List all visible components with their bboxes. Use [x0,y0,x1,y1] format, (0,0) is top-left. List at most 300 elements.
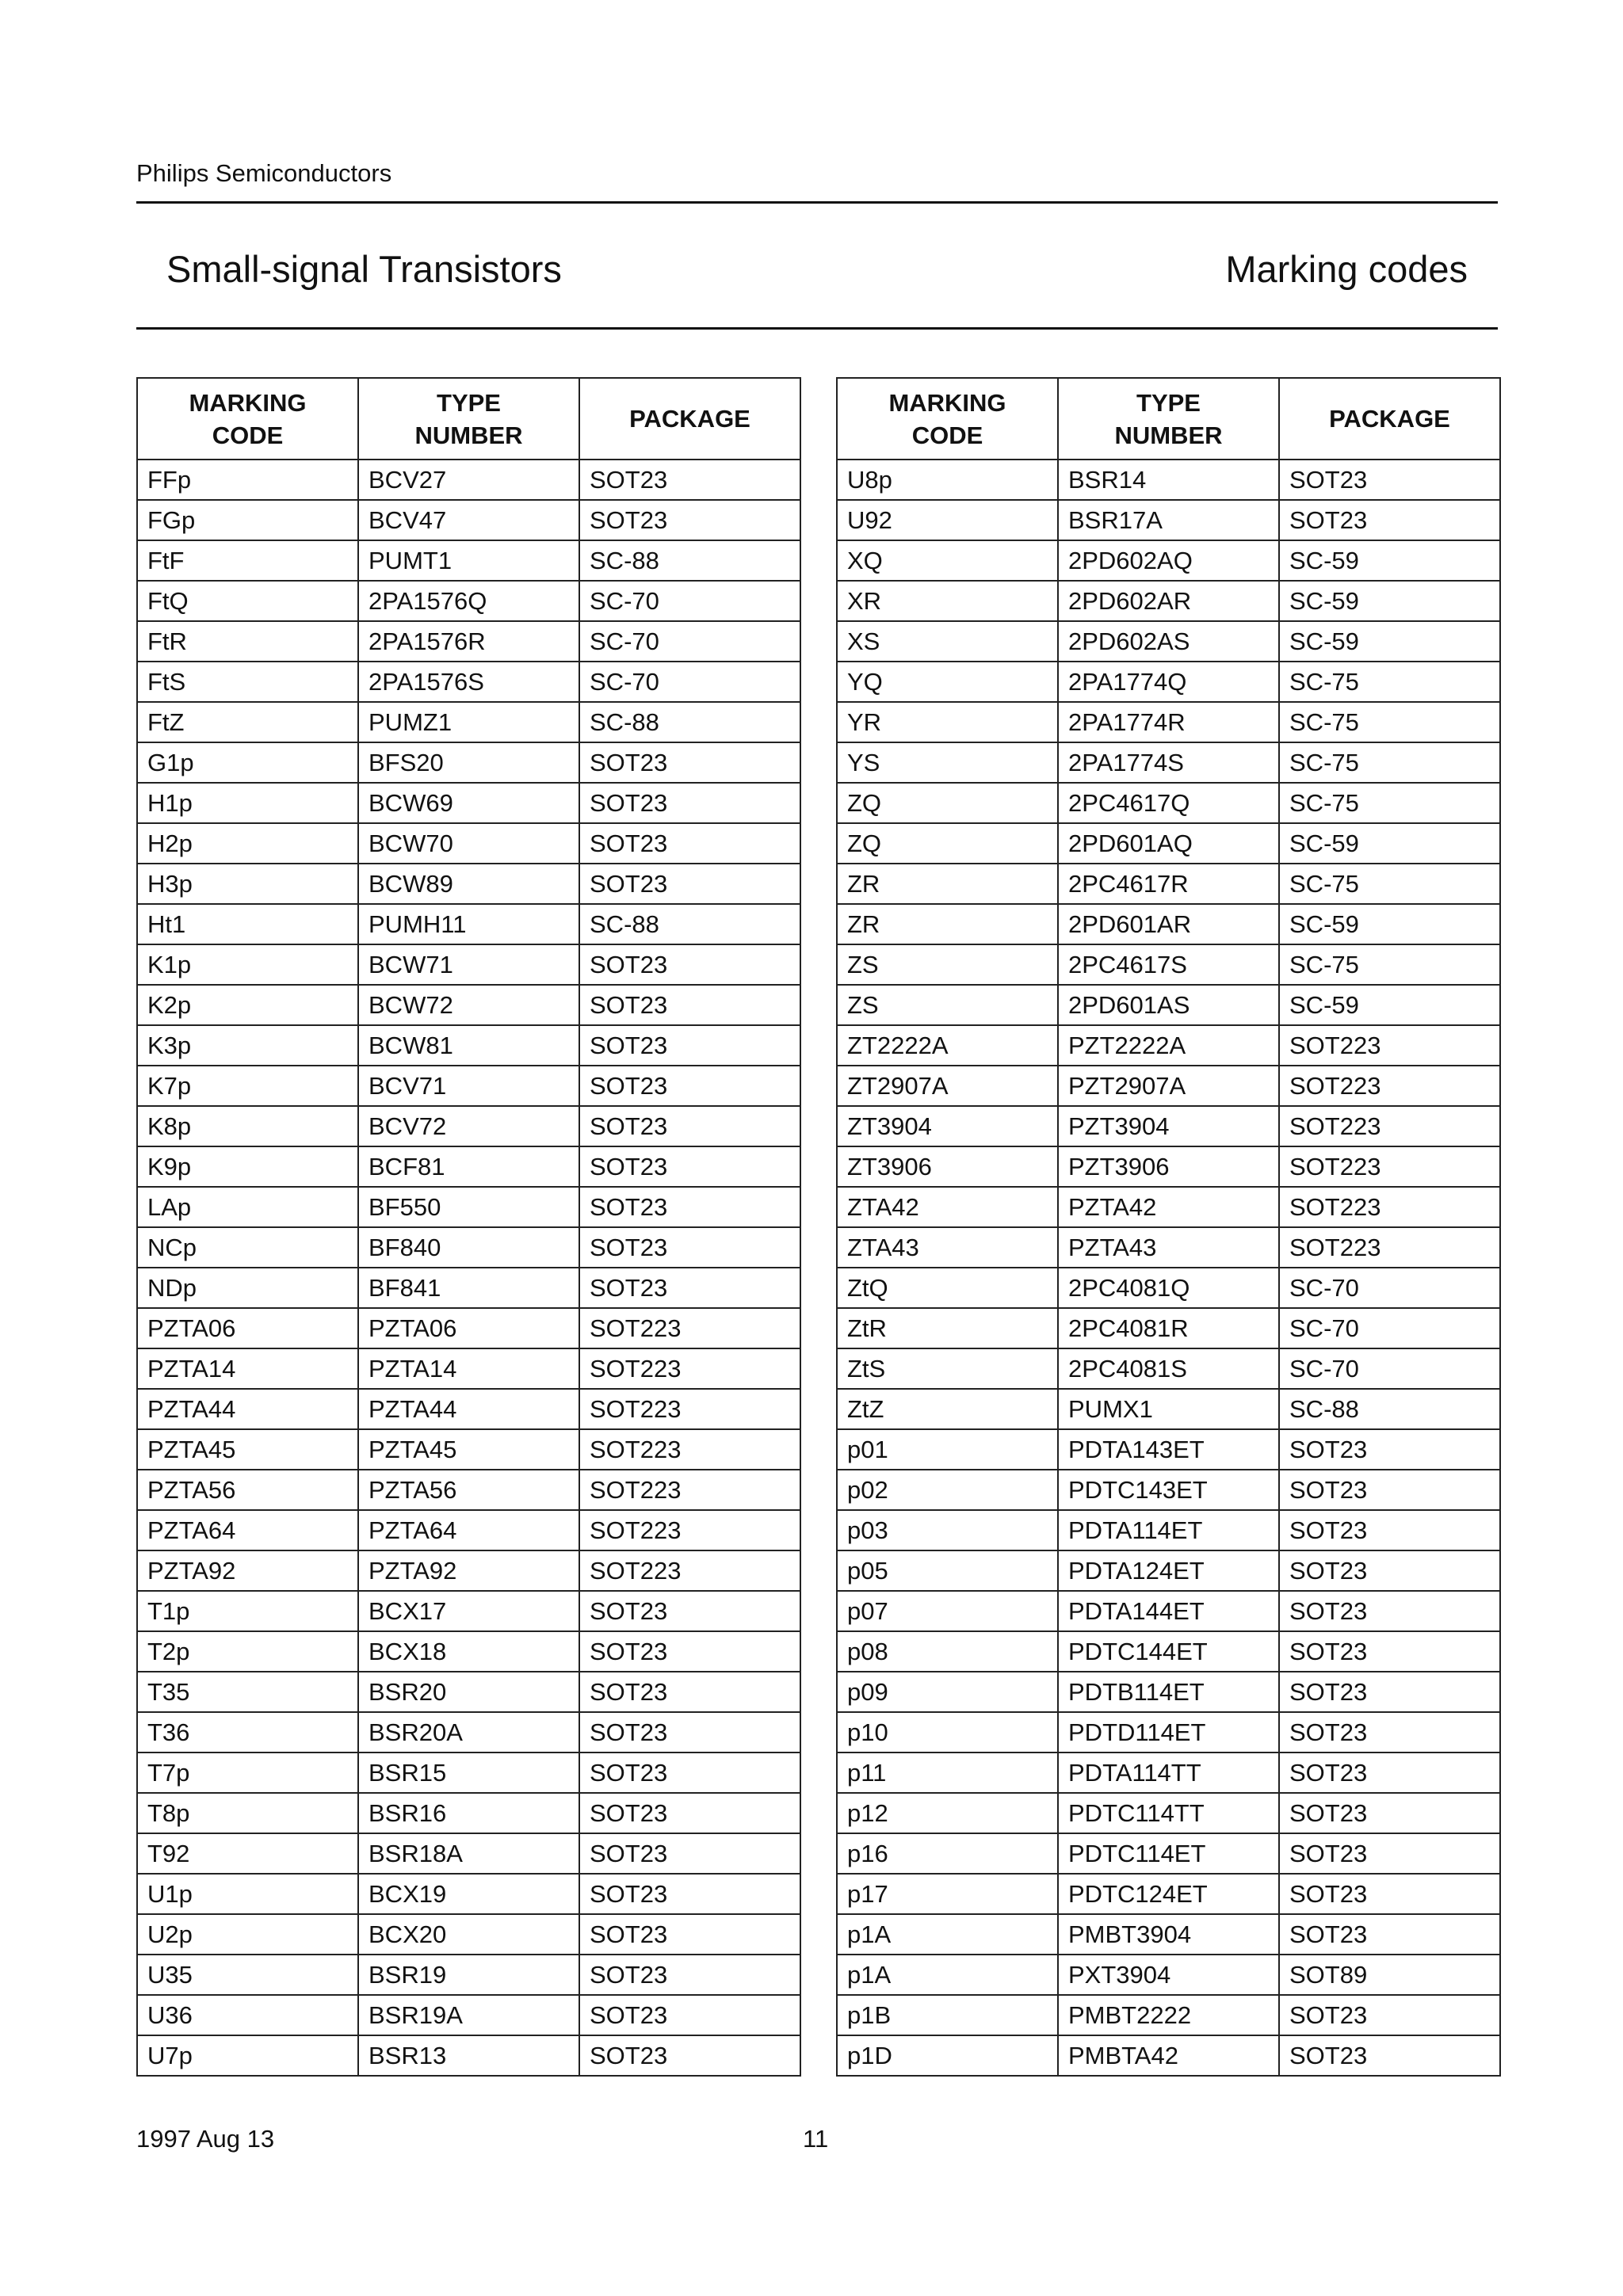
marking-code-cell: p1B [837,1995,1058,2035]
marking-code-cell: PZTA44 [137,1389,358,1429]
table-row [137,2035,800,2076]
marking-code-cell: K9p [137,1146,358,1187]
type-number-cell: BCX19 [358,1874,579,1914]
package-cell: SOT23 [1279,1631,1500,1672]
marking-code-cell: ZT3906 [837,1146,1058,1187]
marking-code-cell: ZTA43 [837,1227,1058,1268]
type-number-cell: PZT3904 [1058,1106,1279,1146]
package-cell: SOT23 [579,944,800,985]
page-title: Small-signal Transistors [166,248,562,290]
table-row [137,1146,800,1187]
table-row [137,742,800,783]
package-cell: SC-70 [1279,1268,1500,1308]
marking-code-cell: K7p [137,1066,358,1106]
table-header-row [837,378,1500,460]
table-row [837,904,1500,944]
column-header-type-number: TYPE NUMBER [1058,378,1279,460]
marking-code-cell: T1p [137,1591,358,1631]
table-row [837,1227,1500,1268]
marking-code-cell: PZTA06 [137,1308,358,1348]
marking-code-cell: XR [837,581,1058,621]
marking-code-cell: ZT2222A [837,1025,1058,1066]
marking-code-cell: K3p [137,1025,358,1066]
type-number-cell: BCF81 [358,1146,579,1187]
table-row [837,1106,1500,1146]
table-row [137,1672,800,1712]
package-cell: SOT23 [1279,1672,1500,1712]
table-row [137,1955,800,1995]
marking-code-cell: p1D [837,2035,1058,2076]
table-row [137,823,800,864]
table-row [137,1470,800,1510]
marking-code-cell: p01 [837,1429,1058,1470]
marking-code-cell: T7p [137,1753,358,1793]
table-row [837,783,1500,823]
table-row [837,1025,1500,1066]
package-cell: SC-75 [1279,742,1500,783]
table-row [137,1429,800,1470]
marking-code-cell: U35 [137,1955,358,1995]
table-row [137,783,800,823]
marking-code-cell: ZtS [837,1348,1058,1389]
package-cell: SOT23 [1279,1914,1500,1955]
table-body-left [137,460,800,2076]
table-row [837,1712,1500,1753]
package-cell: SOT23 [579,742,800,783]
type-number-cell: BF841 [358,1268,579,1308]
marking-code-cell: FtQ [137,581,358,621]
marking-code-cell: p12 [837,1793,1058,1833]
package-cell: SOT23 [579,985,800,1025]
type-number-cell: 2PD602AS [1058,621,1279,662]
type-number-cell: 2PD602AQ [1058,540,1279,581]
type-number-cell: PDTC143ET [1058,1470,1279,1510]
table-row [837,662,1500,702]
marking-code-cell: T36 [137,1712,358,1753]
marking-code-cell: LAp [137,1187,358,1227]
table-row [837,2035,1500,2076]
marking-code-cell: XS [837,621,1058,662]
marking-code-cell: PZTA92 [137,1550,358,1591]
table-row [837,460,1500,500]
header-rule-bottom [136,327,1498,330]
package-cell: SC-59 [1279,540,1500,581]
type-number-cell: PZTA56 [358,1470,579,1510]
table-row [137,1227,800,1268]
type-number-cell: BCW71 [358,944,579,985]
package-cell: SOT89 [1279,1955,1500,1995]
package-cell: SOT23 [579,864,800,904]
package-cell: SOT223 [579,1308,800,1348]
marking-code-cell: PZTA14 [137,1348,358,1389]
marking-code-cell: ZR [837,904,1058,944]
package-cell: SOT223 [579,1550,800,1591]
table-row [837,621,1500,662]
table-row [137,1793,800,1833]
package-cell: SOT223 [1279,1106,1500,1146]
package-cell: SOT23 [579,1793,800,1833]
type-number-cell: BSR15 [358,1753,579,1793]
marking-code-cell: YR [837,702,1058,742]
table-row [137,1066,800,1106]
type-number-cell: PMBT2222 [1058,1995,1279,2035]
package-cell: SOT23 [1279,1874,1500,1914]
marking-code-cell: p08 [837,1631,1058,1672]
package-cell: SC-70 [579,662,800,702]
type-number-cell: 2PA1576Q [358,581,579,621]
package-cell: SC-59 [1279,904,1500,944]
table-row [137,621,800,662]
type-number-cell: PZTA06 [358,1308,579,1348]
marking-code-cell: YQ [837,662,1058,702]
package-cell: SOT23 [1279,1793,1500,1833]
marking-code-cell: p17 [837,1874,1058,1914]
type-number-cell: PZTA45 [358,1429,579,1470]
table-row [837,702,1500,742]
marking-code-cell: H3p [137,864,358,904]
package-cell: SOT23 [579,783,800,823]
type-number-cell: PUMZ1 [358,702,579,742]
table-header-row [137,378,800,460]
table-row [837,985,1500,1025]
table-row [837,944,1500,985]
column-header-marking-code: MARKING CODE [137,378,358,460]
marking-codes-table-left [136,377,801,2077]
type-number-cell: PZTA14 [358,1348,579,1389]
package-cell: SOT23 [1279,1753,1500,1793]
package-cell: SOT23 [1279,460,1500,500]
marking-code-cell: ZQ [837,783,1058,823]
type-number-cell: BSR17A [1058,500,1279,540]
package-cell: SOT23 [579,1712,800,1753]
type-number-cell: PZTA92 [358,1550,579,1591]
type-number-cell: BCW72 [358,985,579,1025]
package-cell: SOT23 [1279,1995,1500,2035]
package-cell: SOT223 [1279,1025,1500,1066]
type-number-cell: BCW70 [358,823,579,864]
type-number-cell: PDTA124ET [1058,1550,1279,1591]
package-cell: SOT23 [1279,1429,1500,1470]
type-number-cell: PZT3906 [1058,1146,1279,1187]
marking-code-cell: FtR [137,621,358,662]
package-cell: SOT23 [1279,1833,1500,1874]
section-title: Marking codes [1225,248,1468,290]
table-row [837,1672,1500,1712]
package-cell: SOT23 [1279,1591,1500,1631]
type-number-cell: 2PD601AS [1058,985,1279,1025]
marking-code-cell: ZT3904 [837,1106,1058,1146]
marking-code-cell: FtZ [137,702,358,742]
type-number-cell: BF550 [358,1187,579,1227]
package-cell: SOT23 [1279,500,1500,540]
table-row [837,823,1500,864]
package-cell: SOT23 [579,1672,800,1712]
package-cell: SC-59 [1279,621,1500,662]
package-cell: SOT23 [579,1995,800,2035]
type-number-cell: 2PD601AQ [1058,823,1279,864]
package-cell: SOT23 [579,1874,800,1914]
type-number-cell: 2PD602AR [1058,581,1279,621]
marking-code-cell: U2p [137,1914,358,1955]
table-row [137,662,800,702]
package-cell: SOT23 [579,1955,800,1995]
package-cell: SOT23 [579,1025,800,1066]
type-number-cell: PDTC114ET [1058,1833,1279,1874]
table-row [137,985,800,1025]
type-number-cell: 2PC4617Q [1058,783,1279,823]
type-number-cell: BCW69 [358,783,579,823]
table-row [137,1348,800,1389]
type-number-cell: 2PC4081R [1058,1308,1279,1348]
table-row [837,1753,1500,1793]
type-number-cell: PZT2222A [1058,1025,1279,1066]
package-cell: SOT23 [579,1753,800,1793]
table-row [137,1995,800,2035]
marking-code-cell: FFp [137,460,358,500]
marking-code-cell: U7p [137,2035,358,2076]
type-number-cell: BCV47 [358,500,579,540]
package-cell: SOT23 [579,1066,800,1106]
table-row [837,1955,1500,1995]
marking-code-cell: T8p [137,1793,358,1833]
package-cell: SC-59 [1279,581,1500,621]
table-row [137,1631,800,1672]
marking-code-cell: NDp [137,1268,358,1308]
package-cell: SOT223 [579,1389,800,1429]
marking-code-cell: YS [837,742,1058,783]
table-row [837,1833,1500,1874]
table-row [837,742,1500,783]
type-number-cell: PZTA42 [1058,1187,1279,1227]
table-row [137,1106,800,1146]
marking-code-cell: K2p [137,985,358,1025]
table-row [837,1874,1500,1914]
marking-code-cell: p03 [837,1510,1058,1550]
type-number-cell: BCV72 [358,1106,579,1146]
package-cell: SC-75 [1279,944,1500,985]
table-row [137,944,800,985]
package-cell: SOT223 [1279,1227,1500,1268]
table-row [137,1591,800,1631]
package-cell: SC-75 [1279,702,1500,742]
marking-code-cell: T2p [137,1631,358,1672]
marking-code-cell: U8p [837,460,1058,500]
type-number-cell: BCW89 [358,864,579,904]
table-row [837,1631,1500,1672]
type-number-cell: PDTC114TT [1058,1793,1279,1833]
marking-code-cell: T35 [137,1672,358,1712]
package-cell: SOT223 [579,1470,800,1510]
package-cell: SOT223 [1279,1066,1500,1106]
package-cell: SC-75 [1279,662,1500,702]
type-number-cell: PDTA144ET [1058,1591,1279,1631]
table-row [837,1429,1500,1470]
marking-code-cell: p10 [837,1712,1058,1753]
package-cell: SOT223 [1279,1187,1500,1227]
type-number-cell: PDTD114ET [1058,1712,1279,1753]
table-row [137,1268,800,1308]
type-number-cell: 2PA1576R [358,621,579,662]
marking-code-cell: FtF [137,540,358,581]
table-row [137,702,800,742]
type-number-cell: PDTB114ET [1058,1672,1279,1712]
marking-code-cell: ZQ [837,823,1058,864]
package-cell: SOT23 [579,1914,800,1955]
page-number: 11 [803,2125,829,2153]
package-cell: SOT23 [579,500,800,540]
type-number-cell: PDTC144ET [1058,1631,1279,1672]
package-cell: SC-70 [579,621,800,662]
table-row [837,1187,1500,1227]
type-number-cell: PMBT3904 [1058,1914,1279,1955]
type-number-cell: BCX17 [358,1591,579,1631]
package-cell: SOT223 [579,1429,800,1470]
table-row [137,581,800,621]
package-cell: SC-88 [579,702,800,742]
package-cell: SOT23 [1279,1510,1500,1550]
type-number-cell: PZTA44 [358,1389,579,1429]
type-number-cell: BSR19 [358,1955,579,1995]
table-row [837,1793,1500,1833]
marking-code-cell: T92 [137,1833,358,1874]
package-cell: SC-75 [1279,783,1500,823]
table-row [137,1712,800,1753]
marking-code-cell: p16 [837,1833,1058,1874]
type-number-cell: PDTA114ET [1058,1510,1279,1550]
marking-code-cell: ZS [837,985,1058,1025]
marking-code-cell: FtS [137,662,358,702]
table-row [137,1187,800,1227]
type-number-cell: BFS20 [358,742,579,783]
marking-code-cell: G1p [137,742,358,783]
table-row [137,460,800,500]
marking-code-cell: p05 [837,1550,1058,1591]
table-row [837,1510,1500,1550]
package-cell: SC-88 [579,540,800,581]
type-number-cell: PMBTA42 [1058,2035,1279,2076]
type-number-cell: 2PD601AR [1058,904,1279,944]
marking-code-cell: ZS [837,944,1058,985]
table-row [837,864,1500,904]
package-cell: SC-75 [1279,864,1500,904]
table-row [137,864,800,904]
package-cell: SC-88 [1279,1389,1500,1429]
package-cell: SOT223 [579,1348,800,1389]
table-row [837,1591,1500,1631]
type-number-cell: BF840 [358,1227,579,1268]
package-cell: SOT23 [579,1187,800,1227]
marking-code-cell: FGp [137,500,358,540]
package-cell: SOT23 [579,2035,800,2076]
package-cell: SOT23 [1279,1550,1500,1591]
package-cell: SC-70 [1279,1308,1500,1348]
marking-code-cell: ZtR [837,1308,1058,1348]
type-number-cell: BCX18 [358,1631,579,1672]
marking-code-cell: ZtZ [837,1389,1058,1429]
type-number-cell: BSR14 [1058,460,1279,500]
marking-code-cell: U1p [137,1874,358,1914]
marking-code-cell: U92 [837,500,1058,540]
table-row [137,1914,800,1955]
type-number-cell: PDTA114TT [1058,1753,1279,1793]
marking-code-cell: PZTA45 [137,1429,358,1470]
package-cell: SC-70 [579,581,800,621]
column-header-type-number: TYPE NUMBER [358,378,579,460]
table-row [837,1308,1500,1348]
table-row [837,540,1500,581]
table-row [837,1389,1500,1429]
marking-code-cell: ZT2907A [837,1066,1058,1106]
marking-code-cell: H2p [137,823,358,864]
package-cell: SOT223 [1279,1146,1500,1187]
header-rule-top [136,201,1498,204]
package-cell: SOT23 [579,1631,800,1672]
package-cell: SC-70 [1279,1348,1500,1389]
table-row [137,1025,800,1066]
package-cell: SOT23 [579,1106,800,1146]
table-row [137,1308,800,1348]
table-row [837,1470,1500,1510]
type-number-cell: 2PA1774S [1058,742,1279,783]
marking-code-cell: p07 [837,1591,1058,1631]
table-row [137,540,800,581]
table-row [137,1510,800,1550]
package-cell: SOT23 [579,460,800,500]
marking-code-cell: Ht1 [137,904,358,944]
type-number-cell: PDTC124ET [1058,1874,1279,1914]
table-row [137,1753,800,1793]
marking-code-cell: p11 [837,1753,1058,1793]
package-cell: SC-88 [579,904,800,944]
package-cell: SOT23 [1279,2035,1500,2076]
table-row [137,1389,800,1429]
type-number-cell: 2PC4617R [1058,864,1279,904]
marking-code-cell: K1p [137,944,358,985]
marking-code-cell: ZtQ [837,1268,1058,1308]
marking-code-cell: ZTA42 [837,1187,1058,1227]
marking-code-cell: p09 [837,1672,1058,1712]
type-number-cell: 2PA1774R [1058,702,1279,742]
package-cell: SOT23 [1279,1470,1500,1510]
package-cell: SOT23 [579,1591,800,1631]
package-cell: SOT23 [579,1268,800,1308]
type-number-cell: PZT2907A [1058,1066,1279,1106]
table-row [837,1995,1500,2035]
table-row [837,1914,1500,1955]
table-row [837,500,1500,540]
type-number-cell: BSR16 [358,1793,579,1833]
type-number-cell: BCW81 [358,1025,579,1066]
table-row [837,1348,1500,1389]
type-number-cell: BSR20 [358,1672,579,1712]
column-header-package: PACKAGE [579,378,800,460]
marking-code-cell: p02 [837,1470,1058,1510]
table-row [137,500,800,540]
type-number-cell: BCX20 [358,1914,579,1955]
type-number-cell: BSR20A [358,1712,579,1753]
table-row [837,1066,1500,1106]
table-row [837,1550,1500,1591]
marking-code-cell: p1A [837,1914,1058,1955]
package-cell: SOT223 [579,1510,800,1550]
type-number-cell: PXT3904 [1058,1955,1279,1995]
package-cell: SOT23 [1279,1712,1500,1753]
company-name: Philips Semiconductors [136,159,392,187]
table-body-right [837,460,1500,2076]
table-row [137,1550,800,1591]
marking-code-cell: ZR [837,864,1058,904]
table-row [137,1874,800,1914]
